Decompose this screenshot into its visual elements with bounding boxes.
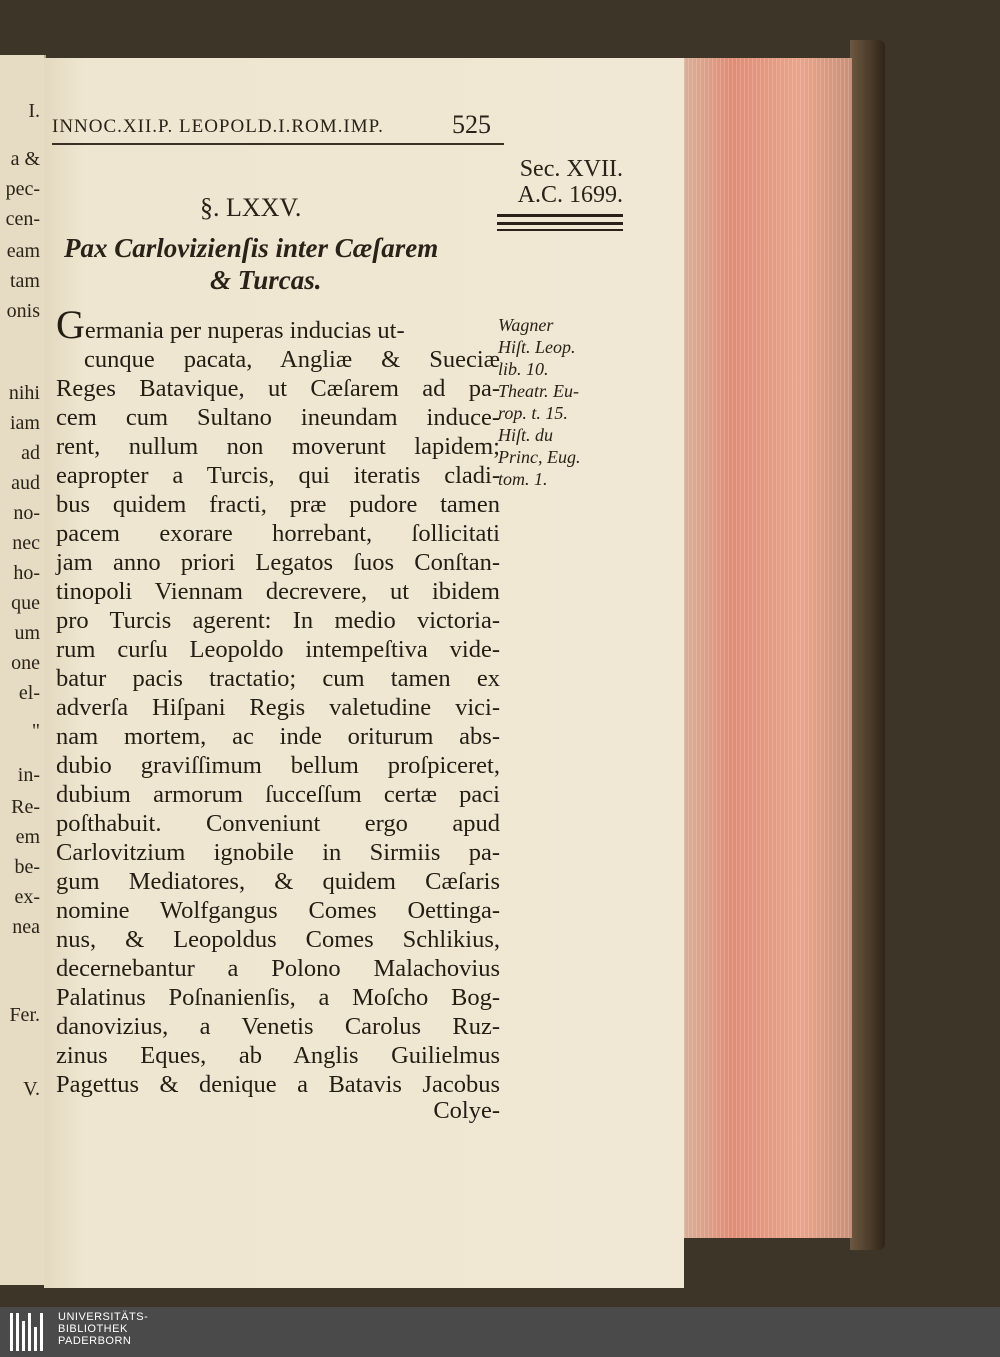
library-name-line2: BIBLIOTHEK [58, 1323, 128, 1335]
left-page-fragment: ex- [14, 886, 40, 908]
body-line: gum Mediatores, & quidem Cæſaris [56, 868, 500, 895]
body-line: jam anno priori Legatos ſuos Conſtan- [56, 549, 500, 576]
left-page-fragment: a & [10, 148, 40, 170]
margin-note: Hiſt. Leop. [498, 337, 576, 357]
year-label: A.C. 1699. [517, 182, 623, 208]
left-page-fragment: em [15, 826, 40, 848]
left-page-fragment: cen- [5, 208, 40, 230]
header-rule [52, 143, 504, 145]
left-page-fragment: um [14, 622, 40, 644]
left-page-fragment: be- [14, 856, 40, 878]
left-page-fragment: iam [10, 412, 40, 434]
margin-note: tom. 1. [498, 469, 548, 489]
library-logo-icon [10, 1313, 46, 1351]
body-line: decernebantur a Polono Malachovius [56, 955, 500, 982]
page-edges-red [680, 58, 852, 1238]
left-page-fragment: in- [17, 764, 40, 786]
body-line: adverſa Hiſpani Regis valetudine vici- [56, 694, 500, 721]
dropcap: G [56, 302, 85, 347]
century-label: Sec. XVII. [519, 156, 623, 182]
body-line: dubium armorum ſucceſſum certæ paci [56, 781, 500, 808]
date-rule-2 [497, 222, 623, 225]
body-line: Carlovitzium ignobile in Sirmiis pa- [56, 839, 500, 866]
body-line: zinus Eques, ab Anglis Guilielmus [56, 1042, 500, 1069]
left-page-fragment: pec- [5, 178, 40, 200]
left-page-fragment: one [11, 652, 40, 674]
left-page-fragment: ho- [13, 562, 40, 584]
catchword: Colye- [433, 1097, 500, 1124]
date-rule-3 [497, 229, 623, 231]
body-line: bus quidem fracti, præ pudore tamen [56, 491, 500, 518]
left-page-fragment: que [11, 592, 40, 614]
margin-note: Princ, Eug. [498, 447, 581, 467]
margin-note: Wagner [498, 315, 554, 335]
body-line: Pagettus & denique a Batavis Jacobus [56, 1071, 500, 1098]
body-line: batur pacis tractatio; cum tamen ex [56, 665, 500, 692]
body-line: dubio graviſſimum bellum proſpiceret, [56, 752, 500, 779]
library-name-line1: UNIVERSITÄTS- [58, 1311, 149, 1323]
margin-note: Hiſt. du [498, 425, 554, 445]
body-line: Reges Batavique, ut Cæſarem ad pa- [56, 375, 500, 402]
left-page-fragment: aud [11, 472, 40, 494]
section-subtitle-line2: & Turcas. [210, 265, 322, 295]
body-line: tinopoli Viennam decrevere, ut ibidem [56, 578, 500, 605]
left-page-fragment: tam [10, 270, 40, 292]
margin-notes [498, 314, 626, 490]
body-line: pro Turcis agerent: In medio victoria- [56, 607, 500, 634]
book-cover-edge [850, 40, 885, 1250]
margin-note: lib. 10. [498, 359, 549, 379]
body-line: rum curſu Leopoldo intempeſtiva vide- [56, 636, 500, 663]
body-line: cem cum Sultano ineundam induce- [56, 404, 500, 431]
left-page-fragment: no- [13, 502, 40, 524]
body-line: nam mortem, ac inde oriturum abs- [56, 723, 500, 750]
catchword-row [56, 1096, 500, 1125]
body-line: pacem exorare horrebant, ſollicitati [56, 520, 500, 547]
left-page-fragment: V. [23, 1078, 40, 1100]
body-line [56, 302, 500, 347]
body-line: Palatinus Poſnanienſis, a Moſcho Bog- [56, 984, 500, 1011]
body-line: nomine Wolfgangus Comes Oettinga- [56, 897, 500, 924]
sidebar-date [495, 156, 623, 208]
left-page-fragment: " [31, 720, 40, 742]
library-name-line3: PADERBORN [58, 1335, 132, 1347]
body-line-text: ermania per nuperas inducias ut- [84, 317, 405, 344]
body-line: cunque pacata, Angliæ & Sueciæ [84, 346, 500, 373]
left-page-fragment: nea [12, 916, 40, 938]
body-line: poſthabuit. Conveniunt ergo apud [56, 810, 500, 837]
date-rule-1 [497, 214, 623, 217]
body-line: eapropter a Turcis, qui iteratis cladi- [56, 462, 500, 489]
left-page-fragment: Fer. [9, 1004, 40, 1026]
running-header: INNOC.XII.P. LEOPOLD.I.ROM.IMP. [52, 116, 384, 137]
left-page-fragment: nec [12, 532, 40, 554]
margin-note: rop. t. 15. [498, 403, 568, 423]
left-page-fragment: eam [6, 240, 40, 262]
library-footer [0, 1307, 1000, 1357]
left-page-fragment: ad [21, 442, 40, 464]
page-number: 525 [452, 110, 491, 139]
section-subtitle-line1: Pax Carlovizienſis inter Cæſarem [64, 233, 439, 263]
left-page-fragment: Re- [11, 796, 40, 818]
left-page-fragment: el- [18, 682, 40, 704]
left-page-fragment: nihi [8, 382, 40, 404]
section-number: §. LXXV. [200, 193, 302, 222]
left-page [0, 55, 46, 1285]
left-page-fragment: I. [28, 100, 40, 122]
body-line: danovizius, a Venetis Carolus Ruz- [56, 1013, 500, 1040]
body-text [56, 302, 500, 1099]
body-line: nus, & Leopoldus Comes Schlikius, [56, 926, 500, 953]
left-page-fragment: onis [6, 300, 40, 322]
library-name [58, 1311, 148, 1347]
margin-note: Theatr. Eu- [498, 381, 579, 401]
body-line: rent, nullum non moverunt lapidem; [56, 433, 500, 460]
